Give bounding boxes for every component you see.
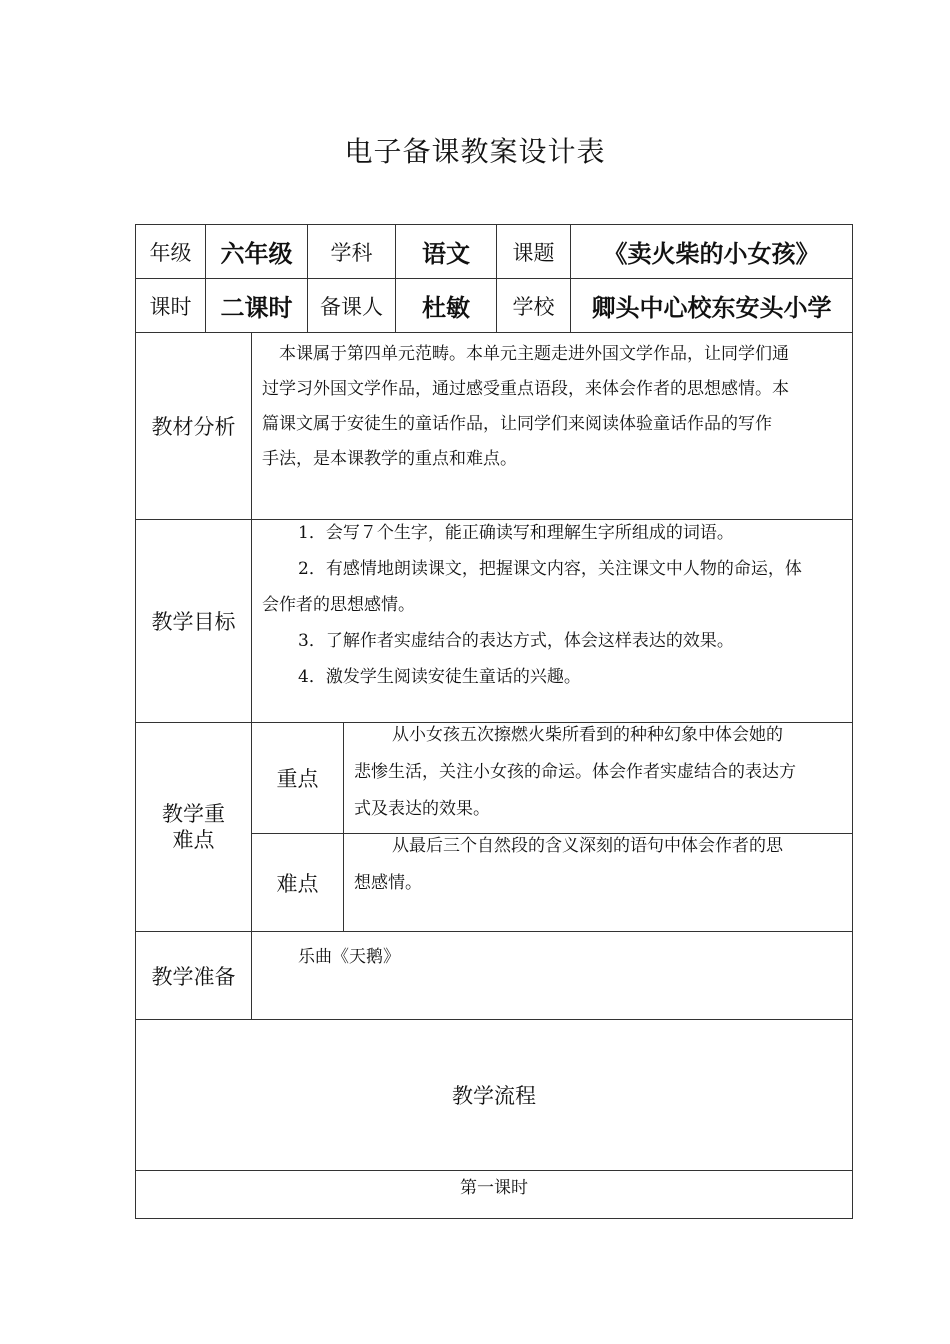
page-title: 电子备课教案设计表 [344,135,606,168]
subject-value: 语文 [422,240,470,268]
difficulty-line: 想感情。 [354,873,422,893]
difficulty-label: 难点 [276,871,319,896]
focus-text [354,717,852,828]
focus-line: 悲惨生活，关注小女孩的命运。体会作者实虚结合的表达方 [354,762,796,782]
row-divider [135,1019,853,1020]
grade-label: 年级 [149,240,192,265]
difficulty-text [354,828,852,902]
goal-line: 1．会写７个生字，能正确读写和理解生字所组成的词语。 [298,523,734,543]
material-analysis-text [262,337,852,477]
preparation-label: 教学准备 [151,964,236,989]
hours-label: 课时 [149,294,192,319]
teaching-goals-label: 教学目标 [151,610,236,634]
key-points-label-line: 教学重 [162,802,225,826]
difficulty-line: 从最后三个自然段的含义深刻的语句中体会作者的思 [392,836,783,856]
goal-line: 3．了解作者实虚结合的表达方式，体会这样表达的效果。 [298,631,734,651]
school-label: 学校 [512,294,555,319]
goal-line: 2．有感情地朗读课文，把握课文内容，关注课文中人物的命运，体 [298,559,802,579]
teacher-value: 杜敏 [422,294,470,322]
topic-value: 《卖火柴的小女孩》 [603,240,820,268]
material-line: 手法，是本课教学的重点和难点。 [262,449,517,469]
focus-label: 重点 [276,767,319,791]
teaching-goals-text [262,515,852,695]
subject-label: 学科 [330,240,373,265]
key-points-label-line: 难点 [172,828,215,852]
material-analysis-label: 教材分析 [151,415,236,439]
goal-line: 4．激发学生阅读安徒生童话的兴趣。 [298,667,581,687]
col-divider [343,722,344,931]
grade-value: 六年级 [220,240,293,268]
material-line: 本课属于第四单元范畴。本单元主题走进外国文学作品，让同学们通 [279,344,789,364]
key-points-label [136,723,251,931]
teacher-label: 备课人 [320,294,383,319]
first-lesson-label: 第一课时 [460,1177,528,1198]
focus-line: 式及表达的效果。 [354,799,490,819]
goal-line: 会作者的思想感情。 [262,595,415,615]
table-border-right [852,224,853,1219]
material-line: 过学习外国文学作品，通过感受重点语段，来体会作者的思想感情。本 [262,379,789,399]
preparation-value: 乐曲《天鹅》 [298,947,400,967]
material-line: 篇课文属于安徒生的童话作品，让同学们来阅读体验童话作品的写作 [262,414,772,434]
teaching-process-label: 教学流程 [452,1084,536,1108]
school-value: 卿头中心校东安头小学 [591,294,832,322]
table-border-bottom [135,1218,853,1219]
focus-line: 从小女孩五次擦燃火柴所看到的种种幻象中体会她的 [392,725,783,745]
hours-value: 二课时 [220,294,293,322]
preparation-text [298,940,838,975]
topic-label: 课题 [512,240,555,265]
